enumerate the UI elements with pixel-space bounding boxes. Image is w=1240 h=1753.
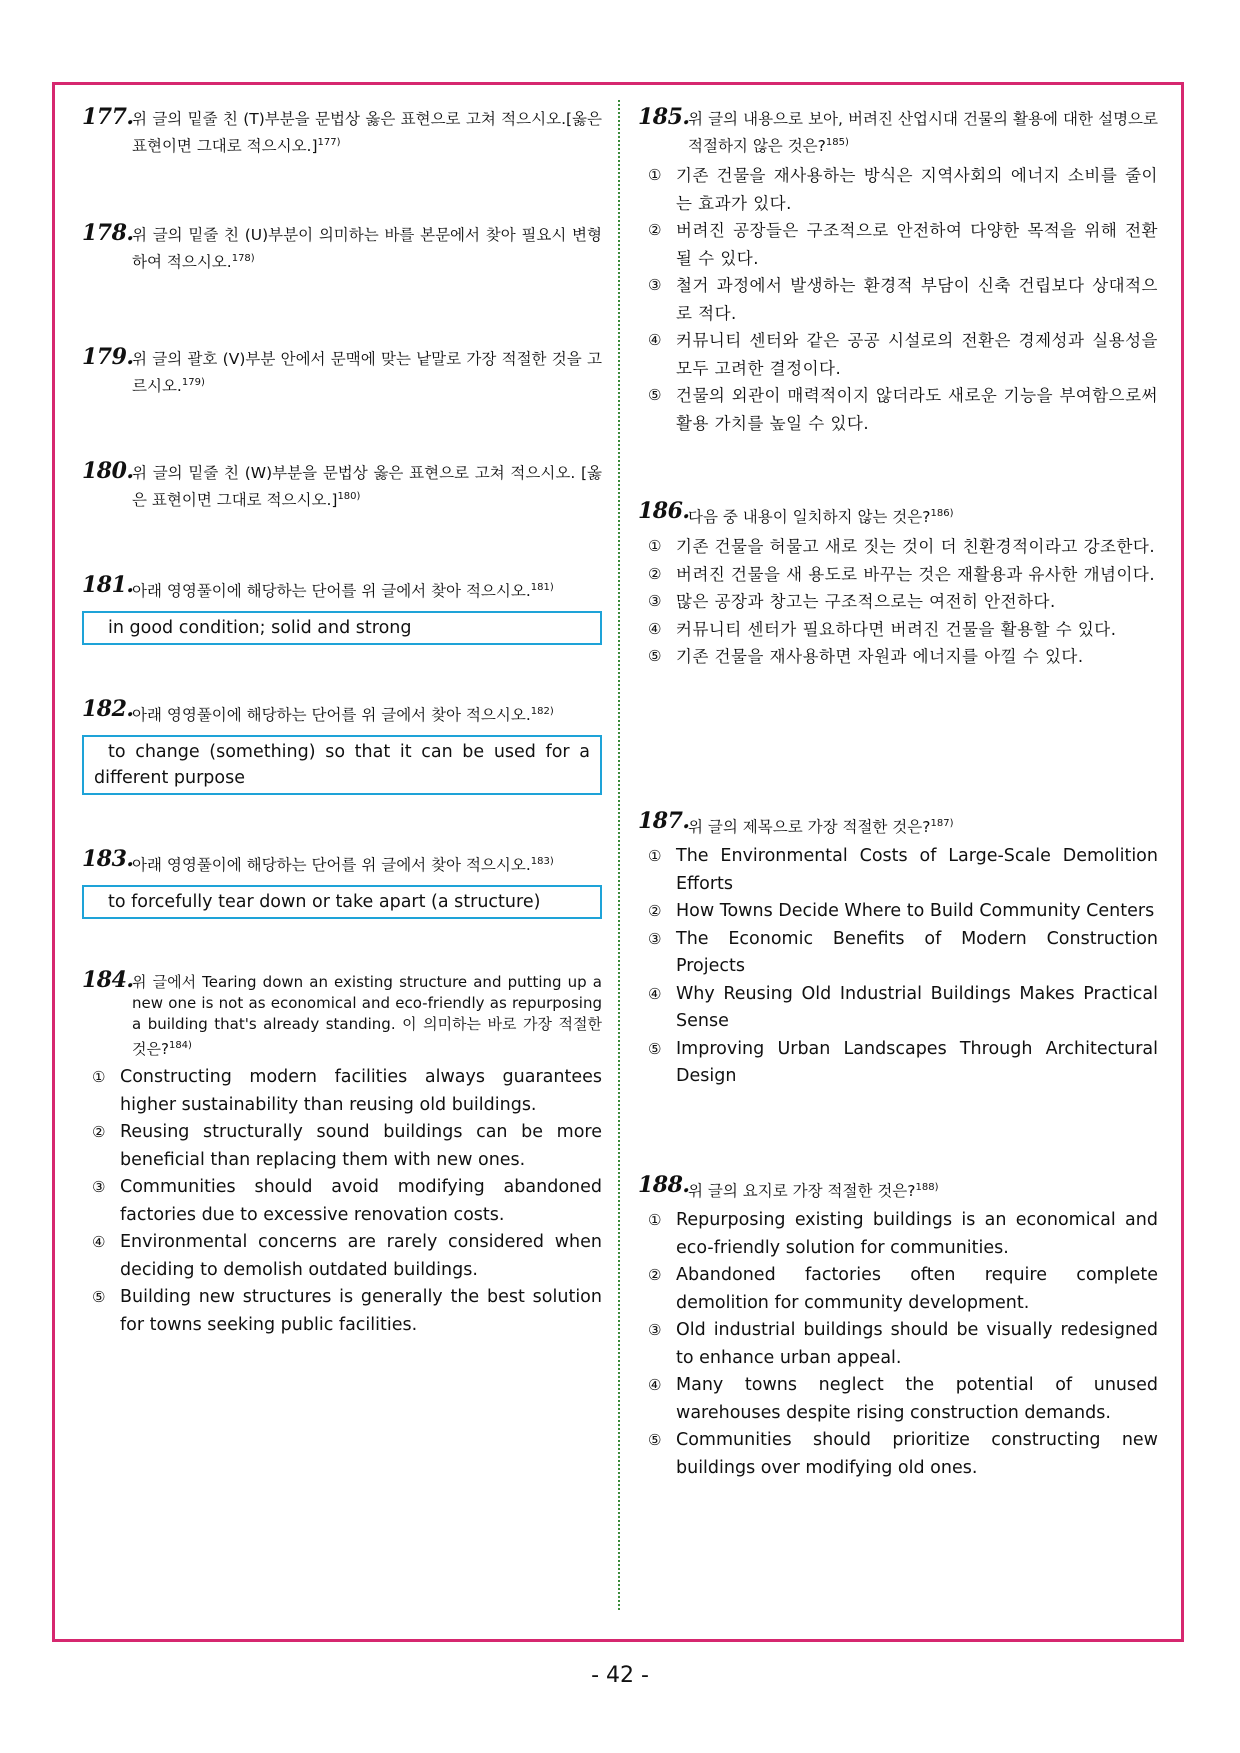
page-number: - 42 - <box>591 1663 649 1688</box>
footnote-ref: 178) <box>231 253 255 264</box>
option-marker: ① <box>648 166 662 185</box>
question-179 <box>82 344 602 398</box>
option-text: 기존 건물을 허물고 새로 짓는 것이 더 친환경적이라고 강조한다. <box>676 537 1156 557</box>
question-number: 187. <box>638 808 690 834</box>
question-178 <box>82 220 602 274</box>
option-marker: ③ <box>648 1321 662 1340</box>
option-text: Environmental concerns are rarely considered when deciding to demolish outdated buildings. <box>120 1232 602 1280</box>
option-marker: ① <box>92 1068 106 1086</box>
option-text: 버려진 공장들은 구조적으로 안전하여 다양한 목적을 위해 전환될 수 있다. <box>676 221 1158 268</box>
option-marker: ② <box>648 564 662 583</box>
option-5[interactable] <box>82 1284 602 1339</box>
option-marker: ④ <box>648 619 662 638</box>
option-marker: ⑤ <box>92 1288 106 1306</box>
option-list <box>82 1064 602 1339</box>
option-text: Abandoned factories often require complete demolition for community development. <box>676 1265 1158 1313</box>
option-marker: ④ <box>648 1376 662 1395</box>
option-5[interactable] <box>638 643 1158 671</box>
option-marker: ④ <box>92 1233 106 1251</box>
option-3[interactable] <box>638 588 1158 616</box>
option-4[interactable] <box>638 327 1158 382</box>
question-181 <box>82 572 602 645</box>
option-text: 건물의 외관이 매력적이지 않더라도 새로운 기능을 부여함으로써 활용 가치를 높일 수 있다. <box>676 386 1158 433</box>
option-text: 많은 공장과 창고는 구조적으로는 여전히 안전하다. <box>676 592 1056 612</box>
footnote-ref: 185) <box>825 137 849 148</box>
question-185 <box>638 104 1158 437</box>
question-text: 아래 영영풀이에 해당하는 단어를 위 글에서 찾아 적으시오. <box>132 582 531 601</box>
question-number: 186. <box>638 498 690 524</box>
footnote-ref: 180) <box>337 491 361 502</box>
option-text: 철거 과정에서 발생하는 환경적 부담이 신축 건립보다 상대적으로 적다. <box>676 276 1158 323</box>
option-text: 기존 건물을 재사용하면 자원과 에너지를 아낄 수 있다. <box>676 647 1084 667</box>
question-number: 182. <box>82 696 134 722</box>
question-number: 183. <box>82 846 134 872</box>
option-5[interactable] <box>638 382 1158 437</box>
definition-box <box>82 611 602 645</box>
definition-box <box>82 885 602 919</box>
option-marker: ④ <box>648 984 662 1003</box>
question-text: 위 글의 괄호 (V)부분 안에서 문맥에 맞는 낱말로 가장 적절한 것을 고르시오. <box>132 350 602 396</box>
footnote-ref: 184) <box>168 1040 192 1051</box>
option-marker: ⑤ <box>648 647 662 666</box>
footnote-ref: 188) <box>915 1182 939 1193</box>
option-text: Why Reusing Old Industrial Buildings Makes Practical Sense <box>676 983 1158 1032</box>
question-number: 180. <box>82 458 134 484</box>
option-4[interactable] <box>638 981 1158 1036</box>
option-marker: ② <box>92 1123 106 1141</box>
option-3[interactable] <box>82 1174 602 1229</box>
option-marker: ③ <box>648 929 662 948</box>
option-marker: ② <box>648 221 662 240</box>
definition-text: in good condition; solid and strong <box>108 618 412 639</box>
option-2[interactable] <box>638 561 1158 589</box>
option-marker: ① <box>648 847 662 866</box>
question-text: 위 글에서 Tearing down an existing structure and putting up a new one is not as economical and eco-friendly as repurposing a building that's already standing. 이 의미하는 바로 가장 적절한 것은? <box>132 973 602 1058</box>
question-number: 185. <box>638 104 690 130</box>
question-number: 181. <box>82 572 134 598</box>
option-marker: ④ <box>648 331 662 350</box>
question-183 <box>82 846 602 919</box>
footnote-ref: 177) <box>317 137 341 148</box>
option-text: Many towns neglect the potential of unused warehouses despite rising construction demands. <box>676 1375 1158 1423</box>
option-text: Repurposing existing buildings is an economical and eco-friendly solution for communities. <box>676 1210 1158 1258</box>
option-4[interactable] <box>638 616 1158 644</box>
option-text: How Towns Decide Where to Build Community Centers <box>676 901 1155 922</box>
question-text: 아래 영영풀이에 해당하는 단어를 위 글에서 찾아 적으시오. <box>132 856 531 875</box>
question-188 <box>638 1172 1158 1482</box>
option-text: Improving Urban Landscapes Through Architectural Design <box>676 1038 1158 1087</box>
option-5[interactable] <box>638 1427 1158 1482</box>
question-184 <box>82 967 602 1339</box>
option-1[interactable] <box>638 162 1158 217</box>
footnote-ref: 181) <box>530 582 554 593</box>
option-list <box>638 162 1158 437</box>
option-2[interactable] <box>82 1119 602 1174</box>
column-divider <box>618 100 620 1610</box>
option-marker: ⑤ <box>648 386 662 405</box>
option-text: 커뮤니티 센터와 같은 공공 시설로의 전환은 경제성과 실용성을 모두 고려한 결정이다. <box>676 331 1158 378</box>
option-text: Reusing structurally sound buildings can be more beneficial than replacing them with new ones. <box>120 1122 602 1170</box>
question-187 <box>638 808 1158 1091</box>
option-list <box>638 533 1158 671</box>
option-marker: ② <box>648 1266 662 1285</box>
footnote-ref: 186) <box>930 508 954 519</box>
option-text: Constructing modern facilities always guarantees higher sustainability than reusing old buildings. <box>120 1067 602 1115</box>
option-marker: ① <box>648 537 662 556</box>
question-text: 위 글의 밑줄 친 (U)부분이 의미하는 바를 본문에서 찾아 필요시 변형하여 적으시오. <box>132 226 602 272</box>
question-text: 아래 영영풀이에 해당하는 단어를 위 글에서 찾아 적으시오. <box>132 706 531 725</box>
question-text: 다음 중 내용이 일치하지 않는 것은? <box>688 508 931 527</box>
option-text: 버려진 건물을 새 용도로 바꾸는 것은 재활용과 유사한 개념이다. <box>676 564 1156 584</box>
question-text: 위 글의 밑줄 친 (W)부분을 문법상 옳은 표현으로 고쳐 적으시오. [옳은 표현이면 그대로 적으시오.] <box>132 464 602 510</box>
question-180 <box>82 458 602 512</box>
question-186 <box>638 498 1158 671</box>
question-text: 위 글의 요지로 가장 적절한 것은? <box>688 1182 916 1201</box>
option-1[interactable] <box>82 1064 602 1119</box>
question-text: 위 글의 내용으로 보아, 버려진 산업시대 건물의 활용에 대한 설명으로 적절하지 않은 것은? <box>688 110 1158 156</box>
question-number: 177. <box>82 104 134 130</box>
option-3[interactable] <box>638 1317 1158 1372</box>
option-marker: ③ <box>648 592 662 611</box>
option-text: Building new structures is generally the best solution for towns seeking public facilities. <box>120 1287 602 1335</box>
question-177 <box>82 104 602 158</box>
option-marker: ⑤ <box>648 1039 662 1058</box>
question-text: 위 글의 밑줄 친 (T)부분을 문법상 옳은 표현으로 고쳐 적으시오.[옳은 표현이면 그대로 적으시오.] <box>132 110 602 156</box>
option-text: 기존 건물을 재사용하는 방식은 지역사회의 에너지 소비를 줄이는 효과가 있다. <box>676 166 1158 213</box>
footnote-ref: 183) <box>530 856 554 867</box>
option-4[interactable] <box>82 1229 602 1284</box>
option-marker: ① <box>648 1211 662 1230</box>
definition-text: to change (something) so that it can be used for a different purpose <box>94 742 590 789</box>
option-list <box>638 843 1158 1091</box>
option-2[interactable] <box>638 898 1158 926</box>
option-marker: ② <box>648 902 662 921</box>
question-text: 위 글의 제목으로 가장 적절한 것은? <box>688 818 931 837</box>
footnote-ref: 182) <box>530 706 554 717</box>
question-182 <box>82 696 602 795</box>
option-1[interactable] <box>638 843 1158 898</box>
option-2[interactable] <box>638 217 1158 272</box>
option-3[interactable] <box>638 272 1158 327</box>
option-text: The Environmental Costs of Large-Scale Demolition Efforts <box>676 846 1158 894</box>
question-number: 188. <box>638 1172 690 1198</box>
definition-box <box>82 735 602 795</box>
option-4[interactable] <box>638 1372 1158 1427</box>
option-2[interactable] <box>638 1262 1158 1317</box>
question-number: 179. <box>82 344 134 370</box>
option-list <box>638 1207 1158 1482</box>
footnote-ref: 179) <box>181 377 205 388</box>
footnote-ref: 187) <box>930 818 954 829</box>
option-text: Communities should prioritize constructing new buildings over modifying old ones. <box>676 1430 1158 1478</box>
option-5[interactable] <box>638 1036 1158 1091</box>
definition-text: to forcefully tear down or take apart (a structure) <box>108 892 541 913</box>
option-text: Old industrial buildings should be visually redesigned to enhance urban appeal. <box>676 1320 1158 1368</box>
option-marker: ③ <box>648 276 662 295</box>
option-3[interactable] <box>638 926 1158 981</box>
question-number: 178. <box>82 220 134 246</box>
option-1[interactable] <box>638 533 1158 561</box>
option-text: The Economic Benefits of Modern Construction Projects <box>676 928 1158 977</box>
option-marker: ⑤ <box>648 1431 662 1450</box>
question-number: 184. <box>82 967 134 993</box>
option-text: 커뮤니티 센터가 필요하다면 버려진 건물을 활용할 수 있다. <box>676 619 1117 639</box>
option-1[interactable] <box>638 1207 1158 1262</box>
option-marker: ③ <box>92 1178 106 1196</box>
option-text: Communities should avoid modifying abandoned factories due to excessive renovation costs. <box>120 1177 602 1225</box>
